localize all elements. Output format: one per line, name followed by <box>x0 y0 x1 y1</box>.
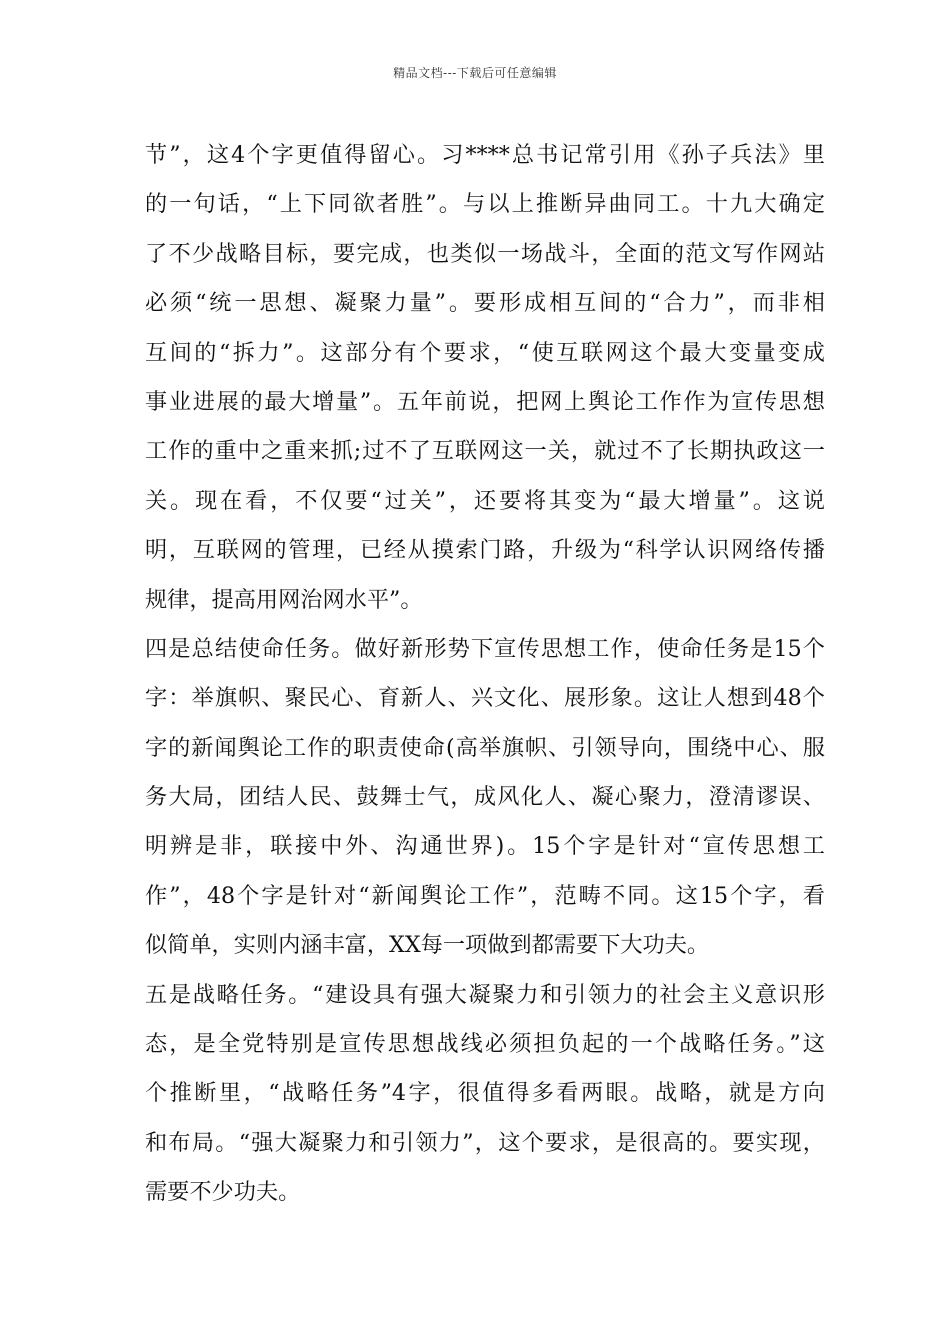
text-line: 必须“统一思想、凝聚力量”。要形成相互间的“合力”，而非相 <box>145 290 825 317</box>
text-line: 作”，48个字是针对“新闻舆论工作”，范畴不同。这15个字，看 <box>145 882 825 909</box>
document-body <box>145 131 825 1218</box>
text-line: 和布局。“强大凝聚力和引领力”，这个要求，是很高的。要实现， <box>145 1129 825 1156</box>
text-line: 态，是全党特别是宣传思想战线必须担负起的一个战略任务。”这 <box>145 1031 825 1058</box>
text-line: 工作的重中之重来抓;过不了互联网这一关，就过不了长期执政这一 <box>145 438 825 465</box>
text-line: 互间的“拆力”。这部分有个要求，“使互联网这个最大变量变成 <box>145 339 825 366</box>
text-line: 事业进展的最大增量”。五年前说，把网上舆论工作作为宣传思想 <box>145 388 825 415</box>
text-line: 了不少战略目标，要完成，也类似一场战斗，全面的范文写作网站 <box>145 240 825 267</box>
text-line: 的一句话，“上下同欲者胜”。与以上推断异曲同工。十九大确定 <box>145 191 825 218</box>
page-header: 精品文档---下载后可任意编辑 <box>393 66 557 80</box>
text-line: 务大局，团结人民、鼓舞士气，成风化人、凝心聚力，澄清谬误、 <box>145 784 825 811</box>
text-line: 节”，这4个字更值得留心。习****总书记常引用《孙子兵法》里 <box>145 142 825 168</box>
text-line: 字的新闻舆论工作的职责使命(高举旗帜、引领导向，围绕中心、服 <box>145 734 825 761</box>
text-line: 需要不少功夫。 <box>145 1179 301 1206</box>
text-line: 五是战略任务。“建设具有强大凝聚力和引领力的社会主义意识形 <box>145 981 825 1008</box>
text-line: 字：举旗帜、聚民心、育新人、兴文化、展形象。这让人想到48个 <box>145 685 825 712</box>
text-line: 个推断里，“战略任务”4字，很值得多看两眼。战略，就是方向 <box>145 1080 825 1107</box>
text-line: 明，互联网的管理，已经从摸索门路，升级为“科学认识网络传播 <box>145 537 825 564</box>
text-line: 四是总结使命任务。做好新形势下宣传思想工作，使命任务是15个 <box>145 635 825 662</box>
text-line: 明辨是非，联接中外、沟通世界)。15个字是针对“宣传思想工 <box>145 833 825 860</box>
text-line: 规律，提高用网治网水平”。 <box>145 586 423 613</box>
text-line: 关。现在看，不仅要“过关”，还要将其变为“最大增量”。这说 <box>145 487 825 514</box>
text-line: 似简单，实则内涵丰富，XX每一项做到都需要下大功夫。 <box>145 932 710 959</box>
